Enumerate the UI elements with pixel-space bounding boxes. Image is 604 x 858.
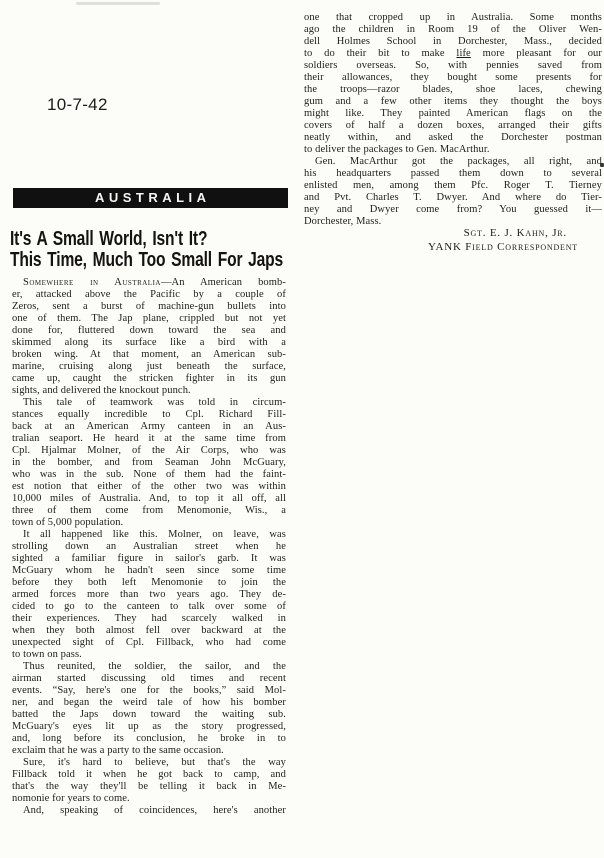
text-line: who was in the sub. None of them had the faint- [12, 469, 286, 480]
text-line: er, attacked above the Pacific by a couple of [12, 289, 286, 300]
text-line: and Pvt. Charles T. Dwyer. And where do Tier- [304, 192, 602, 203]
paragraph [304, 156, 602, 228]
article-column-left [12, 277, 286, 817]
text-line: unexpected sight of Cpl. Fillback, who had come [12, 637, 286, 648]
text-line: Thus reunited, the soldier, the sailor, and the [23, 661, 286, 672]
section-banner-label: AUSTRALIA [94, 190, 211, 205]
text-line: their experiences. They had scarcely walked in [12, 613, 286, 624]
date-stamp: 10-7-42 [47, 95, 108, 114]
text-line: est notion that either of the other two was within [12, 481, 286, 492]
text-line: soldiers overseas. So, with pennies saved from [304, 60, 602, 71]
text-line: Dorchester, Mass. [304, 216, 382, 227]
text-line: town of 5,000 population. [12, 517, 124, 528]
text-line: the troops—razor blades, shoe laces, chewing [304, 84, 602, 95]
text-line: Cpl. Hjalmar Molner, of the Air Corps, who was [12, 445, 286, 456]
section-banner [13, 188, 288, 208]
text-line: tralian seaport. He heard it at the same time from [12, 433, 286, 444]
text-line: broken wing. At that moment, an American sub- [12, 349, 286, 360]
text-line [304, 48, 602, 60]
text-line: covers of half a dozen boxes, arranged their gifts [304, 120, 602, 131]
text-line: done for, fluttered down toward the sea and [12, 325, 286, 336]
text-line: skimmed along its surface like a bird with a [12, 337, 286, 348]
text-segment: to do their bit to make [304, 48, 457, 59]
text-line: in the bomber, and from Seaman John McGuary, [12, 457, 286, 468]
text-line: ago the children in Room 19 of the Oliver Wen- [304, 24, 602, 35]
text-line: to deliver the packages to Gen. MacArthur. [304, 144, 490, 155]
text-line: And, speaking of coincidences, here's another [23, 805, 286, 816]
text-line: neatly within, and asked the Dorchester postman [304, 132, 602, 143]
paragraph [12, 661, 286, 757]
text-line: when they both almost fell over backward at the [12, 625, 286, 636]
article-column-right [304, 12, 602, 228]
paragraph [12, 529, 286, 661]
byline-title: YANK Field Correspondent [427, 240, 578, 253]
text-line: exclaim that he was a party to the same occasion. [12, 745, 224, 756]
byline-author: Sgt. E. J. Kahn, Jr. [463, 227, 567, 239]
paragraph [12, 757, 286, 805]
paragraph [304, 12, 602, 156]
text-line: ney and Dwyer come from? You guessed it— [304, 204, 602, 215]
headline-line-2: This Time, Much Too Small For Japs [10, 249, 284, 271]
text-line: strolling down an Australian street when he [12, 541, 286, 552]
text-line: events. “Say, here's one for the books,” said Mol- [12, 685, 286, 696]
text-line: 10,000 miles of Australia. And, to top it all off, all [12, 493, 286, 504]
headline-line-1: It's A Small World, Isn't It? [10, 228, 208, 250]
text-line: back at an American Army canteen in an Aus- [12, 421, 286, 432]
text-line: and, long before its conclusion, he broke in to [12, 733, 286, 744]
text-line: gum and a few other items they thought the boys [304, 96, 602, 107]
text-line: their allowances, they bought some presents for [304, 72, 602, 83]
text-line: one that cropped up in Australia. Some months [304, 12, 602, 23]
text-line: that's the way they'll be telling it back in Me- [12, 781, 286, 792]
text-line: dell Holmes School in Dorchester, Mass., decided [304, 36, 602, 47]
text-line: Gen. MacArthur got the packages, all right, and [315, 156, 602, 167]
text-line: batted the Japs down toward the waiting sub. [12, 709, 286, 720]
paragraph [12, 397, 286, 529]
text-line: to town on pass. [12, 649, 82, 660]
text-line: sighted a familiar figure in sailor's garb. It was [12, 553, 286, 564]
text-line: his headquarters passed them down to several [304, 168, 602, 179]
text-line: It all happened like this. Molner, on leave, was [23, 529, 286, 540]
text-line: cided to go to the canteen to talk over some of [12, 601, 286, 612]
text-line: before they both left Menomonie to join the [12, 577, 286, 588]
text-line: came up, caught the stricken fighter in its gun [12, 373, 286, 384]
text-segment: more pleasant for our [470, 48, 602, 59]
byline [304, 227, 602, 254]
smallcaps-text: Somewhere in Australia [23, 277, 161, 288]
text-line: enlisted men, among them Pfc. Roger T. Tierney [304, 180, 602, 191]
text-line: might like. They painted American flags on the [304, 108, 602, 119]
text-segment: —An American bomb- [160, 277, 286, 288]
text-line: stances equally incredible to Cpl. Richard Fill- [12, 409, 286, 420]
text-line: one of them. The Jap plane, crippled but not yet [12, 313, 286, 324]
text-line: McGuary's eyes lit up as the story progressed, [12, 721, 286, 732]
text-line: Sure, it's hard to believe, but that's the way [23, 757, 286, 768]
text-line: Fillback told it when he got back to camp, and [12, 769, 286, 780]
text-line: airman started discussing old times and recent [12, 673, 286, 684]
text-line: McGuary whom he hadn't seen since some time [12, 565, 286, 576]
text-line [12, 277, 286, 289]
scan-smudge [76, 2, 160, 5]
text-line: nomonie for years to come. [12, 793, 130, 804]
text-line: ner, and began the weird tale of how his bomber [12, 697, 286, 708]
underline-text: life [456, 48, 471, 59]
text-line: sights, and delivered the knockout punch. [12, 385, 191, 396]
paragraph [12, 277, 286, 397]
text-line: marine, cruising along just beneath the surface, [12, 361, 286, 372]
text-line: three of them come from Menomonie, Wis., a [12, 505, 286, 516]
text-line: Zeros, sent a burst of machine-gun bullets into [12, 301, 286, 312]
text-line: This tale of teamwork was told in circum- [23, 397, 286, 408]
paragraph [12, 805, 286, 817]
text-line: armed forces more than two years ago. They de- [12, 589, 286, 600]
